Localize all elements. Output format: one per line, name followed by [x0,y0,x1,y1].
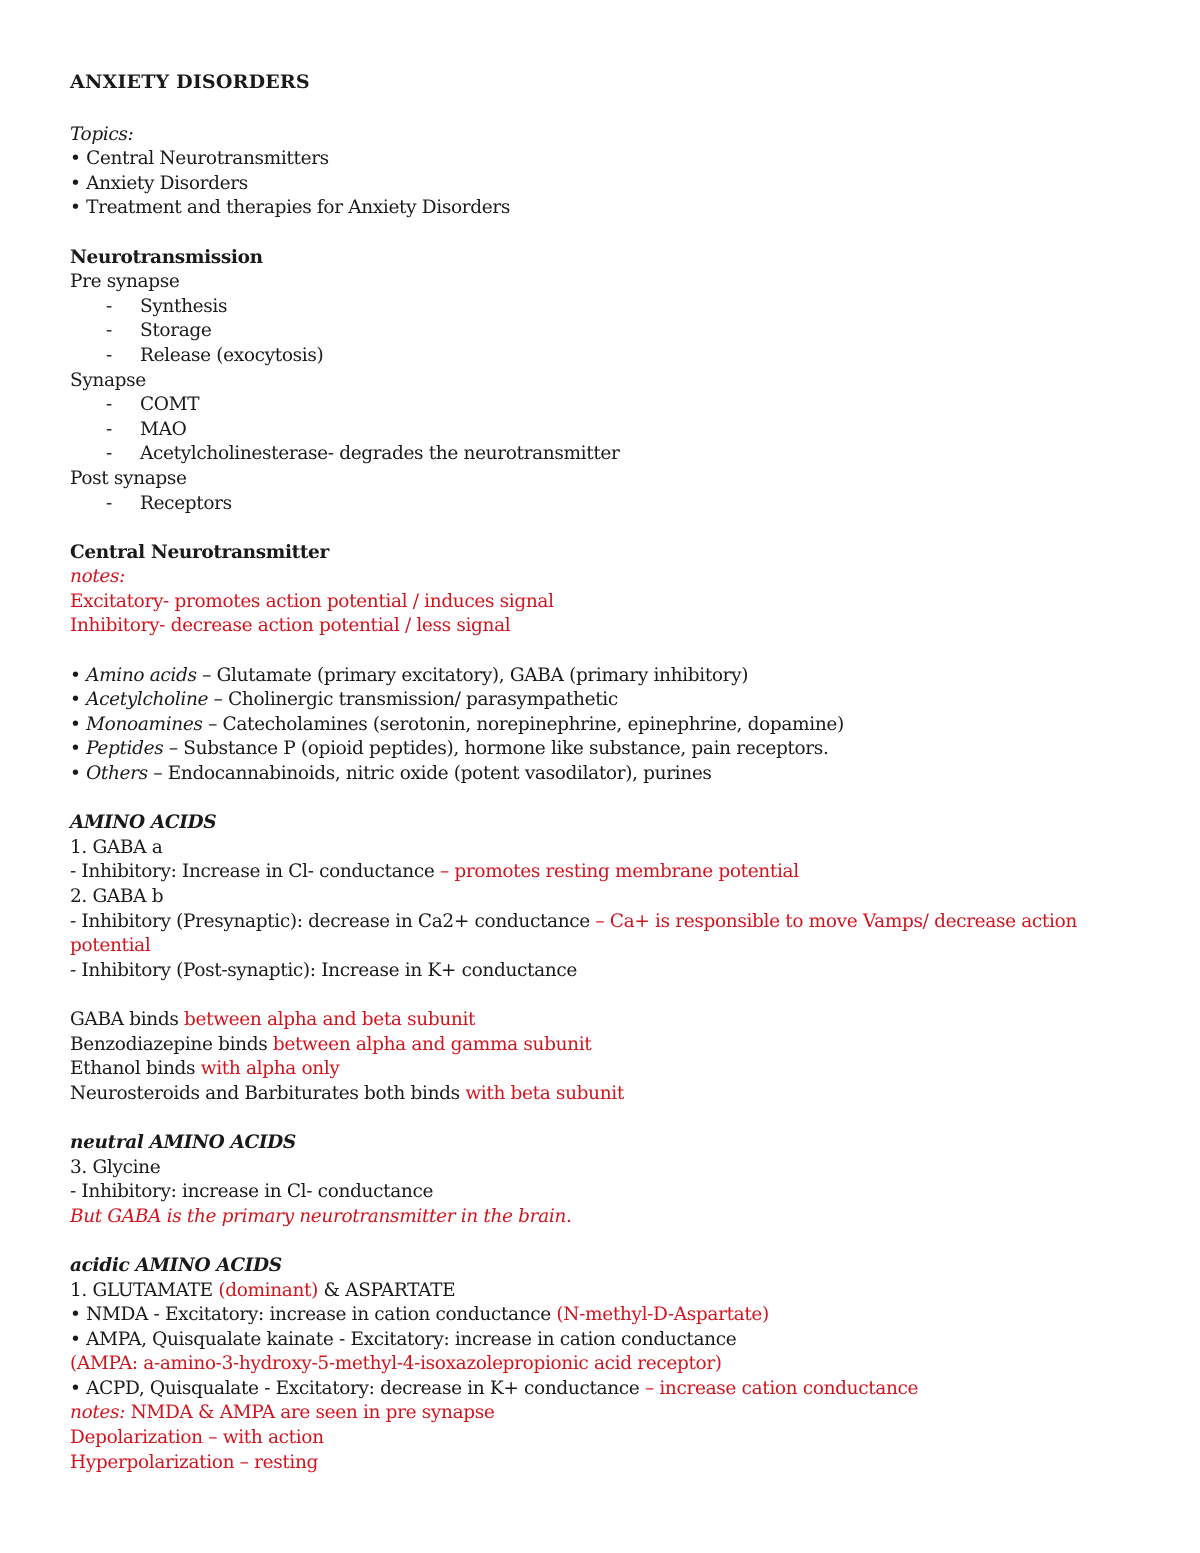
binding-line: Benzodiazepine binds between alpha and gamma subunit [70,1033,592,1055]
text-line: 1. GLUTAMATE (dominant) & ASPARTATE [70,1279,456,1301]
spacer [70,1229,1140,1254]
spacer [70,98,1140,123]
spacer [70,787,1140,812]
topic-item: • Anxiety Disorders [70,172,248,194]
text-line: 3. Glycine [70,1156,161,1178]
list-item: • AMPA, Quisqualate kainate - Excitatory: increase in cation conductance [70,1328,737,1350]
doc-title: ANXIETY DISORDERS [70,71,310,93]
list-item: - Release (exocytosis) [106,344,324,366]
acidic-amino-acids-heading: acidic AMINO ACIDS [70,1254,282,1276]
spacer [70,639,1140,664]
note-line: Hyperpolarization – resting [70,1451,319,1473]
binding-line: GABA binds between alpha and beta subunit [70,1008,476,1030]
amino-acids-heading: AMINO ACIDS [70,812,217,834]
neurotransmission-heading: Neurotransmission [70,246,263,268]
note-line: Depolarization – with action [70,1427,324,1449]
list-item: • ACPD, Quisqualate - Excitatory: decrease in K+ conductance – increase cation conductance [70,1377,919,1399]
neutral-amino-acids-heading: neutral AMINO ACIDS [70,1131,296,1153]
list-item: - Synthesis [106,295,228,317]
binding-line: Neurosteroids and Barbiturates both binds with beta subunit [70,1082,624,1104]
list-item: - MAO [106,418,187,440]
list-item: • Others – Endocannabinoids, nitric oxide (potent vasodilator), purines [70,763,712,785]
spacer [70,516,1140,541]
list-item: - Storage [106,320,212,342]
list-item: • Monoamines – Catecholamines (serotonin, norepinephrine, epinephrine, dopamine) [70,713,844,735]
text-line: - Inhibitory (Presynaptic): decrease in Ca2+ conductance – Ca+ is responsible to move Vamps/ decrease action potential [70,910,1077,957]
note-line: Inhibitory- decrease action potential / less signal [70,615,511,637]
list-item: • Acetylcholine – Cholinergic transmission/ parasympathetic [70,689,618,711]
post-synapse-label: Post synapse [70,467,187,489]
list-item: • NMDA - Excitatory: increase in cation conductance (N-methyl-D-Aspartate) [70,1304,769,1326]
list-item: • Peptides – Substance P (opioid peptides), hormone like substance, pain receptors. [70,738,829,760]
topic-item: • Treatment and therapies for Anxiety Disorders [70,197,510,219]
spacer [70,1106,1140,1131]
spacer [70,983,1140,1008]
text-line: - Inhibitory: increase in Cl- conductance [70,1181,434,1203]
topic-item: • Central Neurotransmitters [70,148,329,170]
binding-line: Ethanol binds with alpha only [70,1058,340,1080]
note-line: notes: NMDA & AMPA are seen in pre synapse [70,1402,495,1424]
text-line: 1. GABA a [70,836,163,858]
text-line: - Inhibitory: Increase in Cl- conductance – promotes resting membrane potential [70,861,799,883]
note-line: (AMPA: a-amino-3-hydroxy-5-methyl-4-isoxazolepropionic acid receptor) [70,1353,722,1375]
text-line: 2. GABA b [70,886,164,907]
pre-synapse-label: Pre synapse [70,271,180,293]
central-neurotransmitter-heading: Central Neurotransmitter [70,541,329,563]
topics-label: Topics: [70,123,134,145]
list-item: - COMT [106,394,200,416]
spacer [70,221,1140,246]
notes-label: notes: [70,566,126,588]
synapse-label: Synapse [70,369,146,391]
list-item: - Receptors [106,492,232,514]
list-item: • Amino acids – Glutamate (primary excitatory), GABA (primary inhibitory) [70,664,749,686]
note-line: But GABA is the primary neurotransmitter in the brain. [70,1205,572,1227]
note-line: Excitatory- promotes action potential / induces signal [70,590,554,612]
list-item: - Acetylcholinesterase- degrades the neurotransmitter [106,443,620,465]
text-line: - Inhibitory (Post-synaptic): Increase in K+ conductance [70,959,577,981]
